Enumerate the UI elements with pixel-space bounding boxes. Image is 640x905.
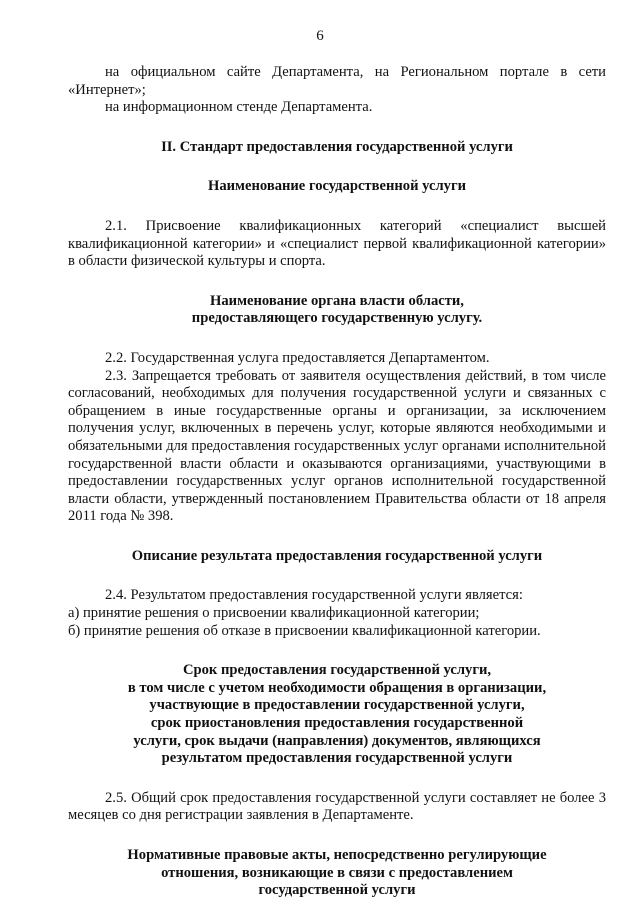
paragraph-2-4: 2.4. Результатом предоставления государственной услуги является:: [105, 587, 523, 604]
term-heading-line-2: в том числе с учетом необходимости обращения в организации,: [127, 679, 547, 696]
paragraph-2-3: 2.3. Запрещается требовать от заявителя осуществления действий, в том числе согласований, необходимых для получения государственной услуги и связанных с обращением в иные государственные органы и организации, за исключением получения услуг, включенных в перечень услуг, которые являются необходимыми и обязательными для предоставления государственных услуг органами исполнительной государственной власти области и оказываются организациями, участвующими в предоставлении государственных услуг органов исполнительной государственной власти области, утвержденный постановлением Правительства области от 18 апреля 2011 года № 398.: [68, 367, 606, 525]
intro-paragraph-website: на официальном сайте Департамента, на Региональном портале в сети «Интернет»;: [68, 64, 606, 98]
term-heading-line-1: Срок предоставления государственной услуги,: [182, 662, 492, 679]
term-heading-line-5: услуги, срок выдачи (направления) документов, являющихся: [133, 732, 541, 749]
legal-heading-line-1: Нормативные правовые акты, непосредственно регулирующие: [127, 847, 547, 863]
paragraph-2-5: 2.5. Общий срок предоставления государственной услуги составляет не более 3 месяцев со дня регистрации заявления в Департаменте.: [68, 789, 606, 824]
section-title: II. Стандарт предоставления государственной услуги: [161, 138, 513, 155]
legal-heading-line-2: отношения, возникающие в связи с предоставлением: [161, 864, 513, 881]
page-number: 6: [316, 28, 324, 44]
result-item-a: а) принятие решения о присвоении квалификационной категории;: [68, 605, 480, 622]
document-body: [68, 64, 606, 900]
result-heading: Описание результата предоставления государственной услуги: [131, 547, 543, 564]
term-heading-line-4: срок приостановления предоставления государственной: [150, 715, 524, 732]
legal-heading-line-3: государственной услуги: [258, 882, 416, 899]
term-heading-line-3: участвующие в предоставлении государственной услуги,: [149, 697, 525, 714]
intro-paragraph-stand: на информационном стенде Департамента.: [105, 99, 373, 116]
paragraph-2-1: 2.1. Присвоение квалификационных категорий «специалист высшей квалификационной категории» и «специалист первой квалификационной категории» в области физической культуры и спорта.: [68, 217, 606, 270]
authority-heading-line-1: Наименование органа власти области,: [210, 292, 464, 309]
service-name-heading: Наименование государственной услуги: [208, 178, 466, 195]
result-item-b: б) принятие решения об отказе в присвоении квалификационной категории.: [68, 622, 541, 639]
paragraph-2-2: 2.2. Государственная услуга предоставляется Департаментом.: [105, 349, 490, 366]
term-heading-line-6: результатом предоставления государственной услуги: [161, 750, 513, 767]
authority-heading-line-2: предоставляющего государственную услугу.: [191, 310, 483, 327]
